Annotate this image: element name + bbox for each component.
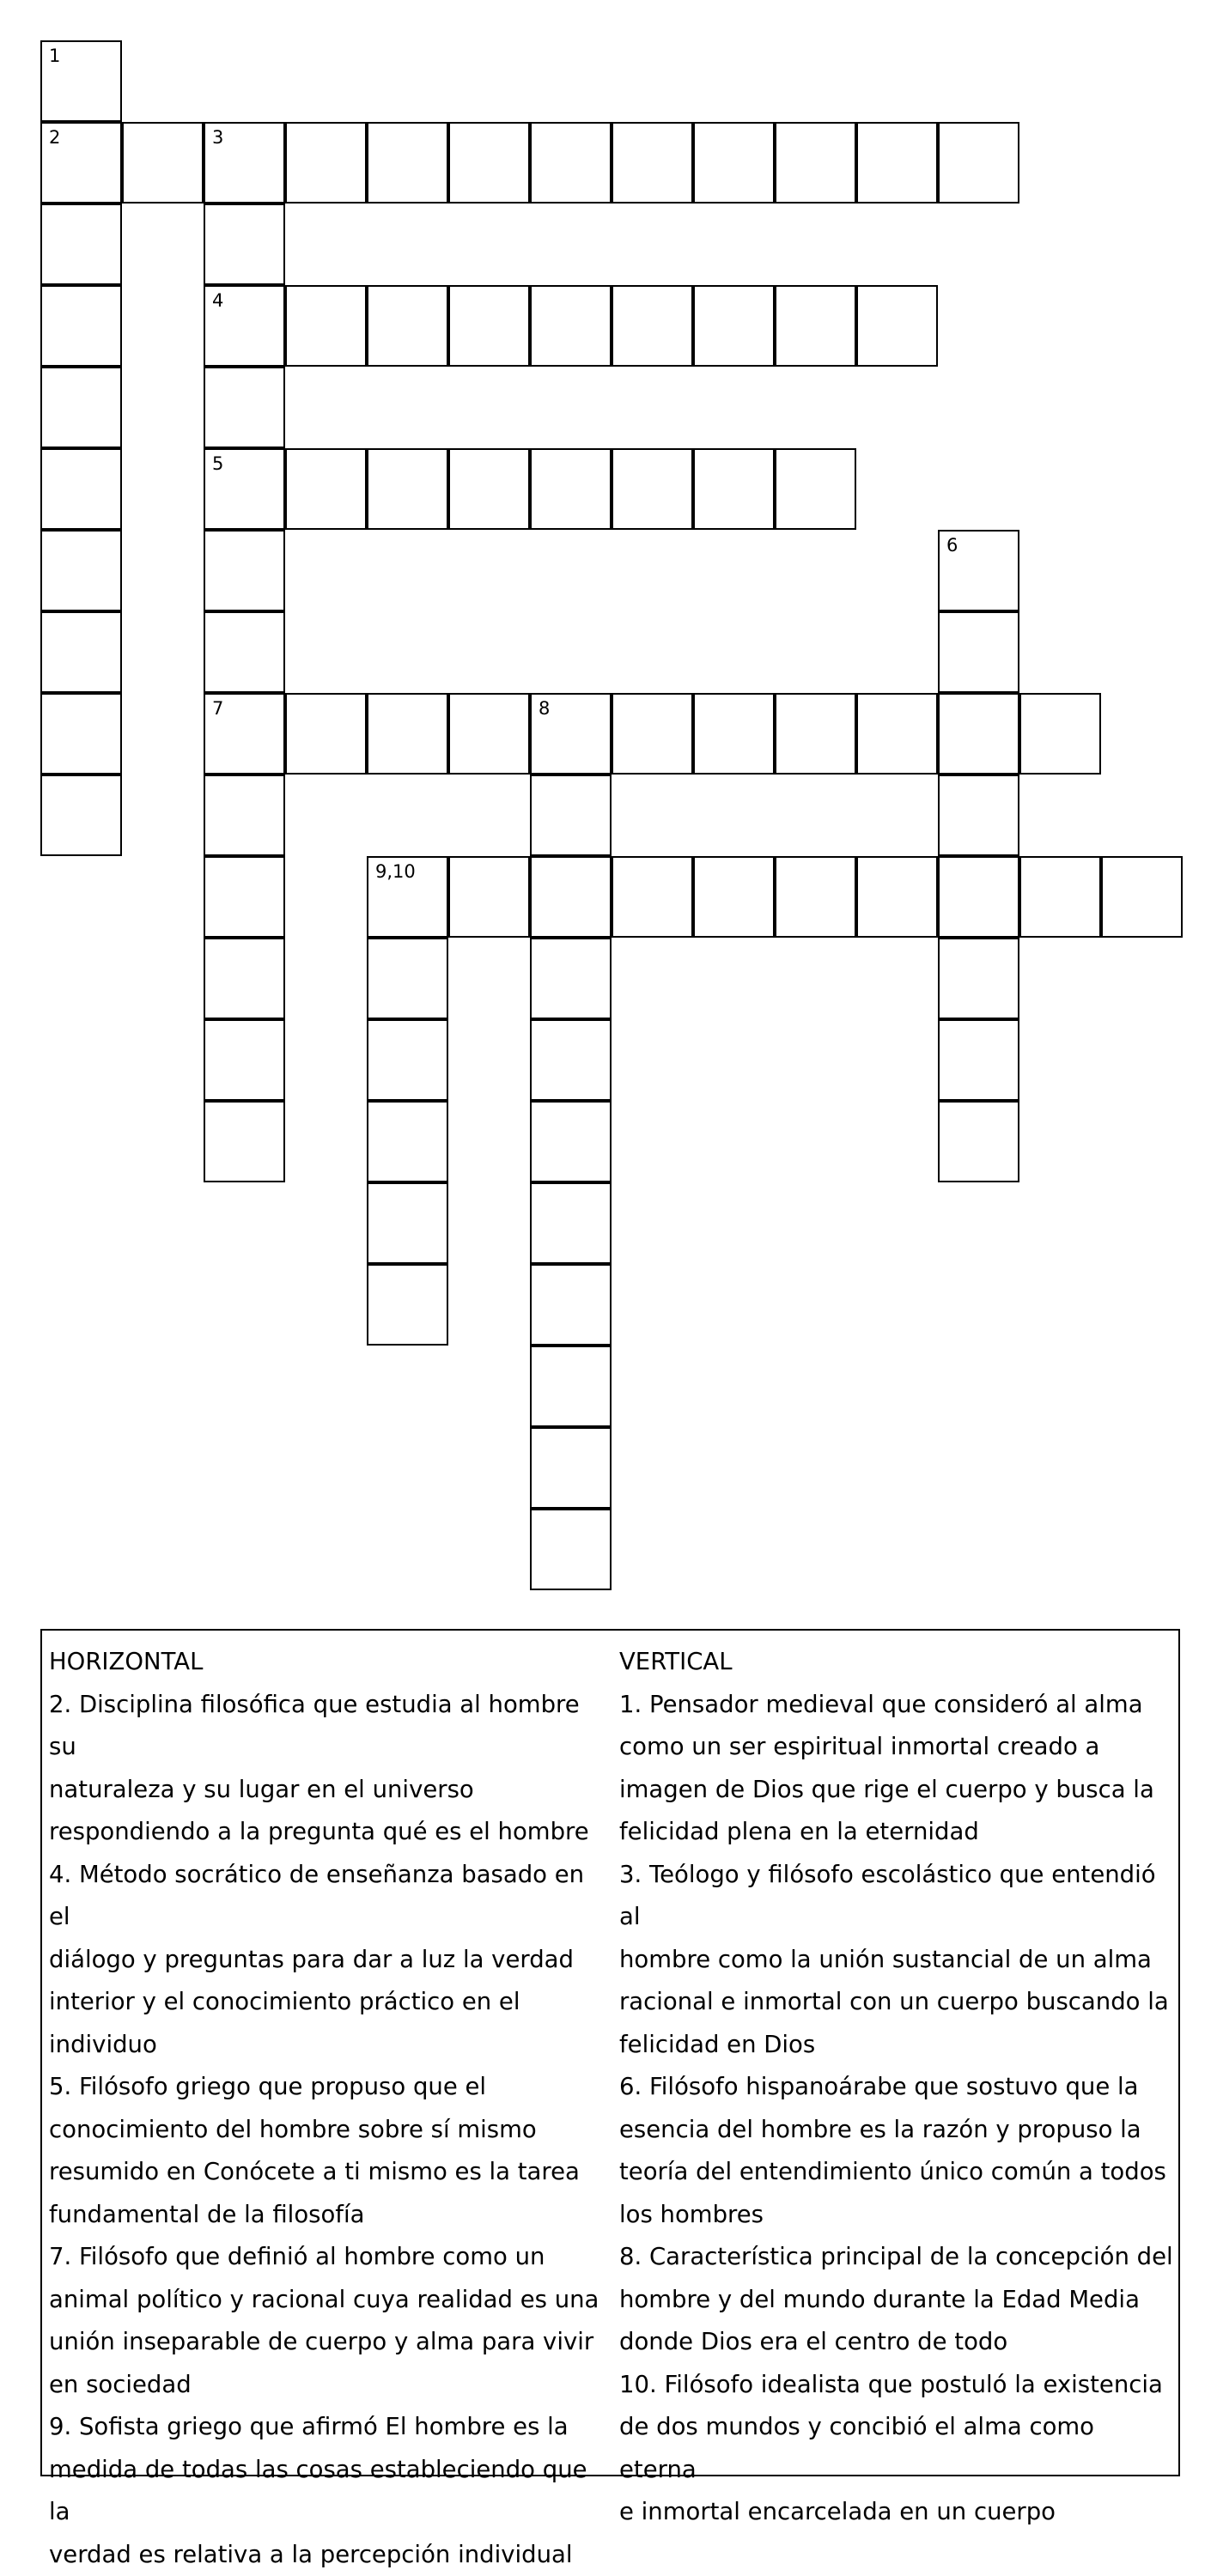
horizontal-clue-line: diálogo y preguntas para dar a luz la verdad: [49, 1939, 607, 1982]
grid-cell[interactable]: [693, 693, 775, 775]
horizontal-clue-line: individuo: [49, 2024, 607, 2067]
cell-number: 2: [49, 129, 60, 147]
vertical-clue-line: felicidad en Dios: [619, 2024, 1178, 2067]
grid-cell[interactable]: [285, 285, 367, 367]
clue-box: [40, 1629, 1180, 2476]
grid-cell[interactable]: [938, 1101, 1019, 1182]
horizontal-clue-line: conocimiento del hombre sobre sí mismo: [49, 2109, 607, 2152]
grid-cell[interactable]: [938, 530, 1019, 611]
grid-cell[interactable]: [204, 367, 285, 448]
grid-cell[interactable]: [367, 1182, 448, 1264]
grid-cell[interactable]: [938, 611, 1019, 693]
grid-cell[interactable]: [530, 1182, 612, 1264]
vertical-clue-line: 10. Filósofo idealista que postuló la existencia: [619, 2364, 1178, 2407]
vertical-clue-line: esencia del hombre es la razón y propuso la: [619, 2109, 1178, 2152]
vertical-clue-line: felicidad plena en la eternidad: [619, 1811, 1178, 1854]
grid-cell[interactable]: [530, 856, 612, 938]
cell-number: 6: [946, 537, 958, 555]
grid-cell[interactable]: [530, 1427, 612, 1509]
grid-cell[interactable]: [204, 693, 285, 775]
grid-cell[interactable]: [367, 1264, 448, 1346]
grid-cell[interactable]: [530, 1346, 612, 1427]
vertical-clue-line: hombre y del mundo durante la Edad Media: [619, 2279, 1178, 2322]
grid-cell[interactable]: [856, 693, 938, 775]
grid-cell[interactable]: [448, 285, 530, 367]
grid-cell[interactable]: [612, 856, 693, 938]
grid-cell[interactable]: [40, 448, 122, 530]
grid-cell[interactable]: [204, 775, 285, 856]
vertical-clue-line: teoría del entendimiento único común a todos: [619, 2151, 1178, 2194]
cell-number: 7: [212, 700, 223, 718]
grid-cell[interactable]: [204, 285, 285, 367]
grid-cell[interactable]: [775, 693, 856, 775]
grid-cell[interactable]: [204, 1019, 285, 1101]
grid-cell[interactable]: [693, 122, 775, 204]
grid-cell[interactable]: [530, 448, 612, 530]
grid-cell[interactable]: [285, 693, 367, 775]
grid-cell[interactable]: [285, 448, 367, 530]
grid-cell[interactable]: [775, 856, 856, 938]
grid-cell[interactable]: [448, 448, 530, 530]
grid-cell[interactable]: [204, 448, 285, 530]
grid-cell[interactable]: [856, 285, 938, 367]
vertical-clues-column: [619, 1641, 1178, 2534]
grid-cell[interactable]: [612, 285, 693, 367]
grid-cell[interactable]: [775, 285, 856, 367]
grid-cell[interactable]: [40, 775, 122, 856]
grid-cell[interactable]: [40, 204, 122, 285]
grid-cell[interactable]: [693, 448, 775, 530]
vertical-clue-line: hombre como la unión sustancial de un alma: [619, 1939, 1178, 1982]
grid-cell[interactable]: [40, 122, 122, 204]
grid-cell[interactable]: [122, 122, 204, 204]
grid-cell[interactable]: [530, 693, 612, 775]
grid-cell[interactable]: [367, 285, 448, 367]
grid-cell[interactable]: [938, 1019, 1019, 1101]
grid-cell[interactable]: [775, 448, 856, 530]
grid-cell[interactable]: [938, 775, 1019, 856]
horizontal-clue-line: respondiendo a la pregunta qué es el hombre: [49, 1811, 607, 1854]
vertical-clue-line: los hombres: [619, 2194, 1178, 2237]
cell-number: 3: [212, 129, 223, 147]
grid-cell[interactable]: [204, 1101, 285, 1182]
grid-cell[interactable]: [40, 367, 122, 448]
vertical-clue-line: 3. Teólogo y filósofo escolástico que entendió al: [619, 1854, 1178, 1939]
grid-cell[interactable]: [530, 1264, 612, 1346]
grid-cell[interactable]: [856, 856, 938, 938]
grid-cell[interactable]: [367, 856, 448, 938]
grid-cell[interactable]: [367, 693, 448, 775]
grid-cell[interactable]: [1019, 856, 1101, 938]
horizontal-clue-line: 2. Disciplina filosófica que estudia al hombre su: [49, 1684, 607, 1769]
grid-cell[interactable]: [448, 856, 530, 938]
grid-cell[interactable]: [530, 122, 612, 204]
vertical-clue-line: 6. Filósofo hispanoárabe que sostuvo que la: [619, 2066, 1178, 2109]
grid-cell[interactable]: [40, 530, 122, 611]
cell-number: 4: [212, 292, 223, 310]
grid-cell[interactable]: [938, 693, 1019, 775]
horizontal-clue-line: 5. Filósofo griego que propuso que el: [49, 2066, 607, 2109]
cell-number: 5: [212, 455, 223, 473]
grid-cell[interactable]: [367, 1101, 448, 1182]
horizontal-clues-column: [49, 1641, 607, 2576]
vertical-clue-line: 1. Pensador medieval que consideró al alma: [619, 1684, 1178, 1727]
vertical-clue-line: donde Dios era el centro de todo: [619, 2321, 1178, 2364]
grid-cell[interactable]: [367, 1019, 448, 1101]
vertical-clue-line: como un ser espiritual inmortal creado a: [619, 1726, 1178, 1769]
horizontal-clue-line: verdad es relativa a la percepción individual: [49, 2534, 607, 2576]
cell-number: 1: [49, 47, 60, 65]
grid-cell[interactable]: [612, 693, 693, 775]
horizontal-clue-line: 4. Método socrático de enseñanza basado en el: [49, 1854, 607, 1939]
vertical-clue-line: 8. Característica principal de la concepción del: [619, 2236, 1178, 2279]
vertical-heading: VERTICAL: [619, 1641, 1178, 1684]
grid-cell[interactable]: [530, 938, 612, 1019]
grid-cell[interactable]: [938, 122, 1019, 204]
grid-cell[interactable]: [612, 122, 693, 204]
grid-cell[interactable]: [938, 856, 1019, 938]
grid-cell[interactable]: [612, 448, 693, 530]
grid-cell[interactable]: [530, 1509, 612, 1590]
grid-cell[interactable]: [448, 122, 530, 204]
horizontal-clue-line: 7. Filósofo que definió al hombre como un: [49, 2236, 607, 2279]
cell-number: 8: [539, 700, 550, 718]
horizontal-clue-line: resumido en Conócete a ti mismo es la tarea: [49, 2151, 607, 2194]
horizontal-clue-line: naturaleza y su lugar en el universo: [49, 1769, 607, 1812]
grid-cell[interactable]: [204, 856, 285, 938]
grid-cell[interactable]: [367, 448, 448, 530]
grid-cell[interactable]: [448, 693, 530, 775]
grid-cell[interactable]: [693, 285, 775, 367]
grid-cell[interactable]: [775, 122, 856, 204]
grid-cell[interactable]: [204, 611, 285, 693]
horizontal-clue-line: medida de todas las cosas estableciendo que la: [49, 2449, 607, 2534]
grid-cell[interactable]: [40, 693, 122, 775]
grid-cell[interactable]: [204, 530, 285, 611]
grid-cell[interactable]: [1019, 693, 1101, 775]
grid-cell[interactable]: [367, 122, 448, 204]
grid-cell[interactable]: [204, 938, 285, 1019]
horizontal-clue-line: en sociedad: [49, 2364, 607, 2407]
vertical-clue-line: imagen de Dios que rige el cuerpo y busca la: [619, 1769, 1178, 1812]
horizontal-clue-line: interior y el conocimiento práctico en el: [49, 1981, 607, 2024]
horizontal-clue-line: unión inseparable de cuerpo y alma para vivir: [49, 2321, 607, 2364]
horizontal-clue-line: fundamental de la filosofía: [49, 2194, 607, 2237]
vertical-clue-line: racional e inmortal con un cuerpo buscando la: [619, 1981, 1178, 2024]
vertical-clue-line: de dos mundos y concibió el alma como eterna: [619, 2406, 1178, 2491]
horizontal-heading: HORIZONTAL: [49, 1641, 607, 1684]
grid-cell[interactable]: [40, 611, 122, 693]
grid-cell[interactable]: [367, 938, 448, 1019]
horizontal-clue-line: animal político y racional cuya realidad es una: [49, 2279, 607, 2322]
grid-cell[interactable]: [40, 40, 122, 122]
horizontal-clue-line: 9. Sofista griego que afirmó El hombre es la: [49, 2406, 607, 2449]
cell-number: 9,10: [375, 863, 416, 881]
grid-cell[interactable]: [530, 1101, 612, 1182]
grid-cell[interactable]: [938, 938, 1019, 1019]
grid-cell[interactable]: [856, 122, 938, 204]
grid-cell[interactable]: [1101, 856, 1183, 938]
grid-cell[interactable]: [285, 122, 367, 204]
grid-cell[interactable]: [530, 1019, 612, 1101]
grid-cell[interactable]: [693, 856, 775, 938]
grid-cell[interactable]: [204, 122, 285, 204]
grid-cell[interactable]: [530, 775, 612, 856]
grid-cell[interactable]: [40, 285, 122, 367]
grid-cell[interactable]: [530, 285, 612, 367]
vertical-clue-line: e inmortal encarcelada en un cuerpo: [619, 2491, 1178, 2534]
grid-cell[interactable]: [204, 204, 285, 285]
